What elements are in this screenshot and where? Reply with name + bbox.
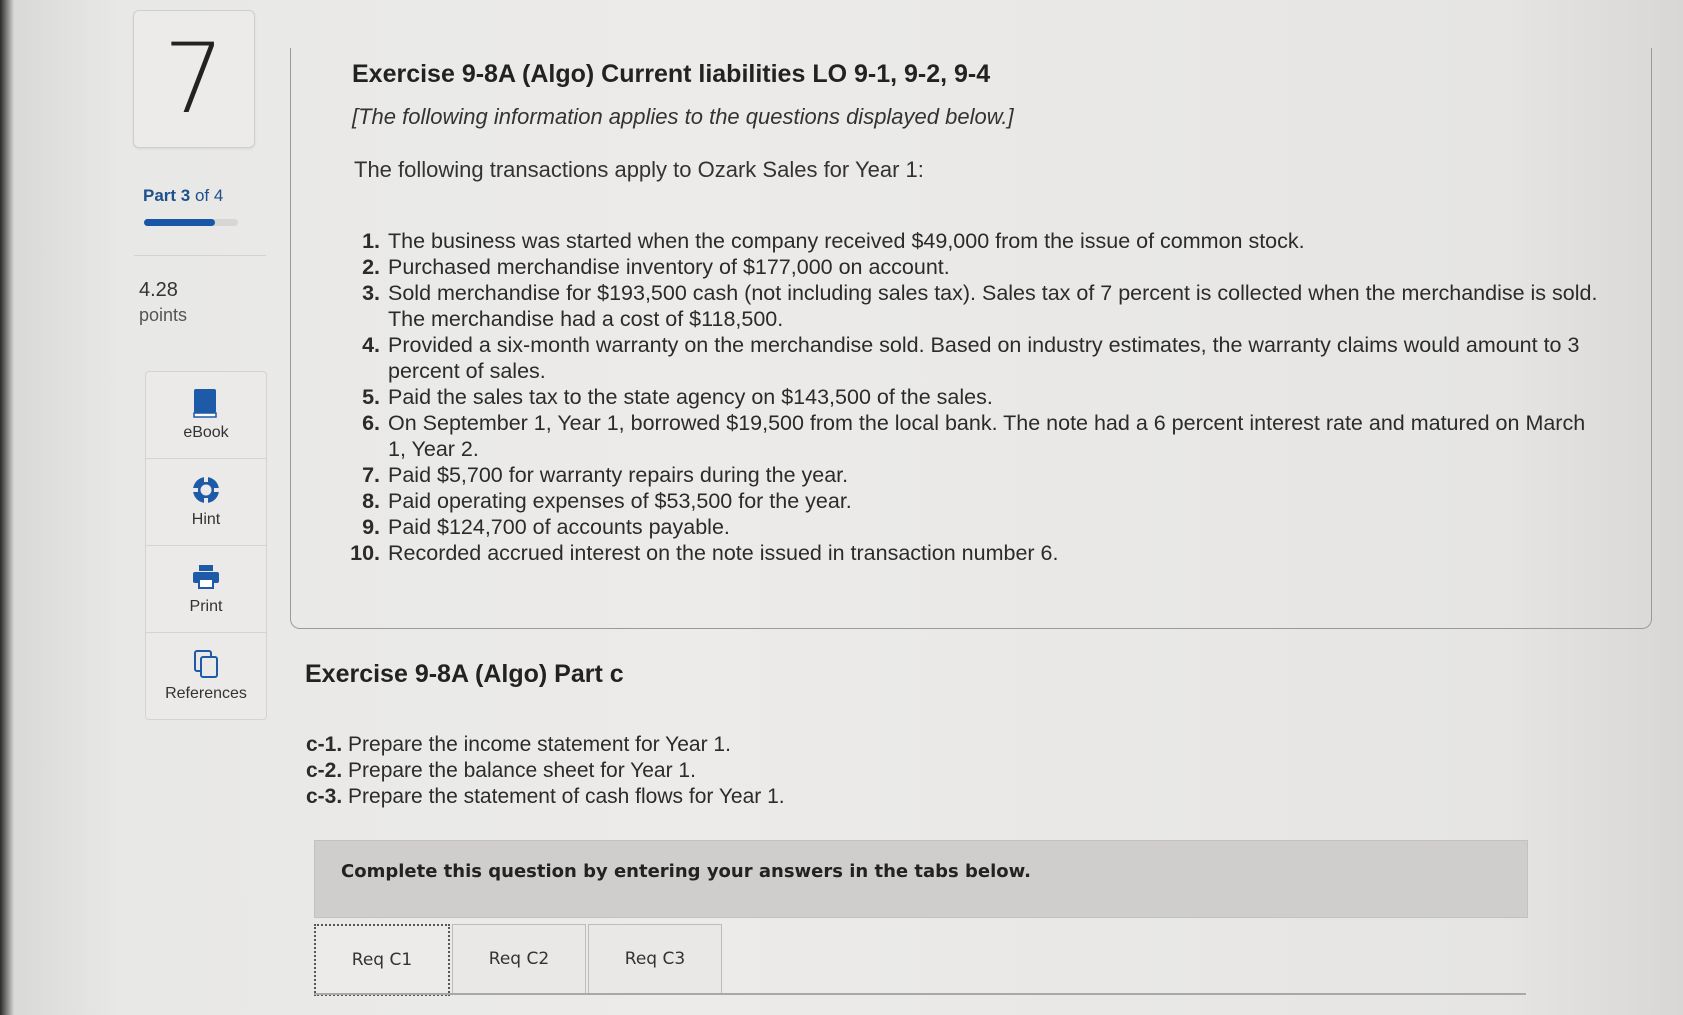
transaction-item bbox=[350, 384, 1600, 410]
exercise-title: Exercise 9-8A (Algo) Current liabilities LO 9-1, 9-2, 9-4 bbox=[352, 60, 991, 88]
transaction-text: Paid operating expenses of $53,500 for the year. bbox=[388, 489, 852, 513]
transaction-item bbox=[350, 228, 1600, 254]
transaction-item bbox=[350, 488, 1600, 514]
transaction-item bbox=[350, 514, 1600, 540]
tab-req-c3[interactable]: Req C3 bbox=[588, 924, 722, 993]
requirement-text: Prepare the balance sheet for Year 1. bbox=[342, 759, 696, 782]
printer-icon bbox=[191, 562, 221, 592]
print-label: Print bbox=[189, 598, 223, 615]
transaction-text: Paid the sales tax to the state agency on $143,500 of the sales. bbox=[388, 385, 993, 409]
transaction-text: Paid $124,700 of accounts payable. bbox=[388, 515, 730, 539]
transaction-text: The business was started when the company received $49,000 from the issue of common stock. bbox=[388, 229, 1305, 253]
points-label: points bbox=[139, 305, 188, 325]
tools-panel bbox=[145, 371, 267, 720]
transaction-number: 2. bbox=[362, 255, 380, 279]
question-number: 7 bbox=[133, 10, 255, 148]
ebook-label: eBook bbox=[183, 424, 229, 441]
tabs-baseline bbox=[314, 993, 1526, 995]
requirement-text: Prepare the income statement for Year 1. bbox=[342, 733, 731, 756]
part-progress-bar bbox=[144, 219, 238, 226]
points-block bbox=[139, 278, 187, 328]
transaction-text: On September 1, Year 1, borrowed $19,500 from the local bank. The note had a 6 percent interest rate and matured on March 1, Year 2. bbox=[388, 411, 1586, 461]
tab-req-c2[interactable]: Req C2 bbox=[452, 924, 586, 993]
references-label: References bbox=[165, 685, 247, 702]
transaction-text: Recorded accrued interest on the note issued in transaction number 6. bbox=[388, 541, 1059, 565]
answer-instruction: Complete this question by entering your answers in the tabs below. bbox=[341, 861, 1031, 882]
transaction-item bbox=[350, 410, 1600, 462]
points-value: 4.28 bbox=[139, 279, 178, 301]
requirement-item bbox=[306, 732, 785, 758]
part-total: of 4 bbox=[190, 186, 224, 205]
transaction-number: 10. bbox=[350, 541, 380, 565]
exercise-intro: The following transactions apply to Ozark Sales for Year 1: bbox=[354, 157, 924, 182]
requirement-item bbox=[306, 758, 785, 784]
documents-icon bbox=[191, 649, 221, 679]
transaction-item bbox=[350, 462, 1600, 488]
requirements-list bbox=[306, 732, 785, 810]
transaction-item bbox=[350, 254, 1600, 280]
ebook-button[interactable] bbox=[146, 372, 266, 459]
requirement-tabs bbox=[314, 924, 724, 994]
references-button[interactable] bbox=[146, 633, 266, 719]
requirement-item bbox=[306, 784, 785, 810]
transaction-item bbox=[350, 332, 1600, 384]
transaction-number: 6. bbox=[362, 411, 380, 435]
requirement-code: c-3. bbox=[306, 785, 343, 808]
part-title: Exercise 9-8A (Algo) Part c bbox=[305, 660, 624, 688]
transaction-text: Sold merchandise for $193,500 cash (not including sales tax). Sales tax of 7 percent is collected when the merchandise is sold. The merchandise had a cost of $118,500. bbox=[388, 281, 1598, 331]
hint-label: Hint bbox=[191, 511, 221, 528]
transaction-text: Provided a six-month warranty on the merchandise sold. Based on industry estimates, the warranty claims would amount to 3 percent of sales. bbox=[388, 333, 1580, 383]
transaction-number: 4. bbox=[362, 333, 380, 357]
requirement-code: c-2. bbox=[306, 759, 343, 782]
exercise-subtitle: [The following information applies to the questions displayed below.] bbox=[352, 104, 1014, 129]
book-icon bbox=[191, 388, 221, 418]
part-indicator bbox=[143, 186, 223, 206]
transaction-number: 9. bbox=[362, 515, 380, 539]
requirement-code: c-1. bbox=[306, 733, 343, 756]
answer-instruction-bar bbox=[314, 840, 1528, 918]
transaction-number: 8. bbox=[362, 489, 380, 513]
transaction-text: Purchased merchandise inventory of $177,000 on account. bbox=[388, 255, 950, 279]
lifebuoy-icon bbox=[191, 475, 221, 505]
tab-req-c1[interactable]: Req C1 bbox=[314, 924, 450, 996]
requirement-text: Prepare the statement of cash flows for Year 1. bbox=[342, 785, 785, 808]
transactions-list bbox=[350, 228, 1600, 566]
hint-button[interactable] bbox=[146, 459, 266, 546]
transaction-number: 5. bbox=[362, 385, 380, 409]
transaction-item bbox=[350, 540, 1600, 566]
rail-divider bbox=[134, 255, 266, 256]
print-button[interactable] bbox=[146, 546, 266, 633]
transaction-number: 3. bbox=[362, 281, 380, 305]
part-current: Part 3 bbox=[143, 186, 191, 205]
transaction-text: Paid $5,700 for warranty repairs during the year. bbox=[388, 463, 849, 487]
part-progress-fill bbox=[144, 219, 215, 226]
transaction-item bbox=[350, 280, 1600, 332]
transaction-number: 7. bbox=[362, 463, 380, 487]
transaction-number: 1. bbox=[362, 229, 380, 253]
